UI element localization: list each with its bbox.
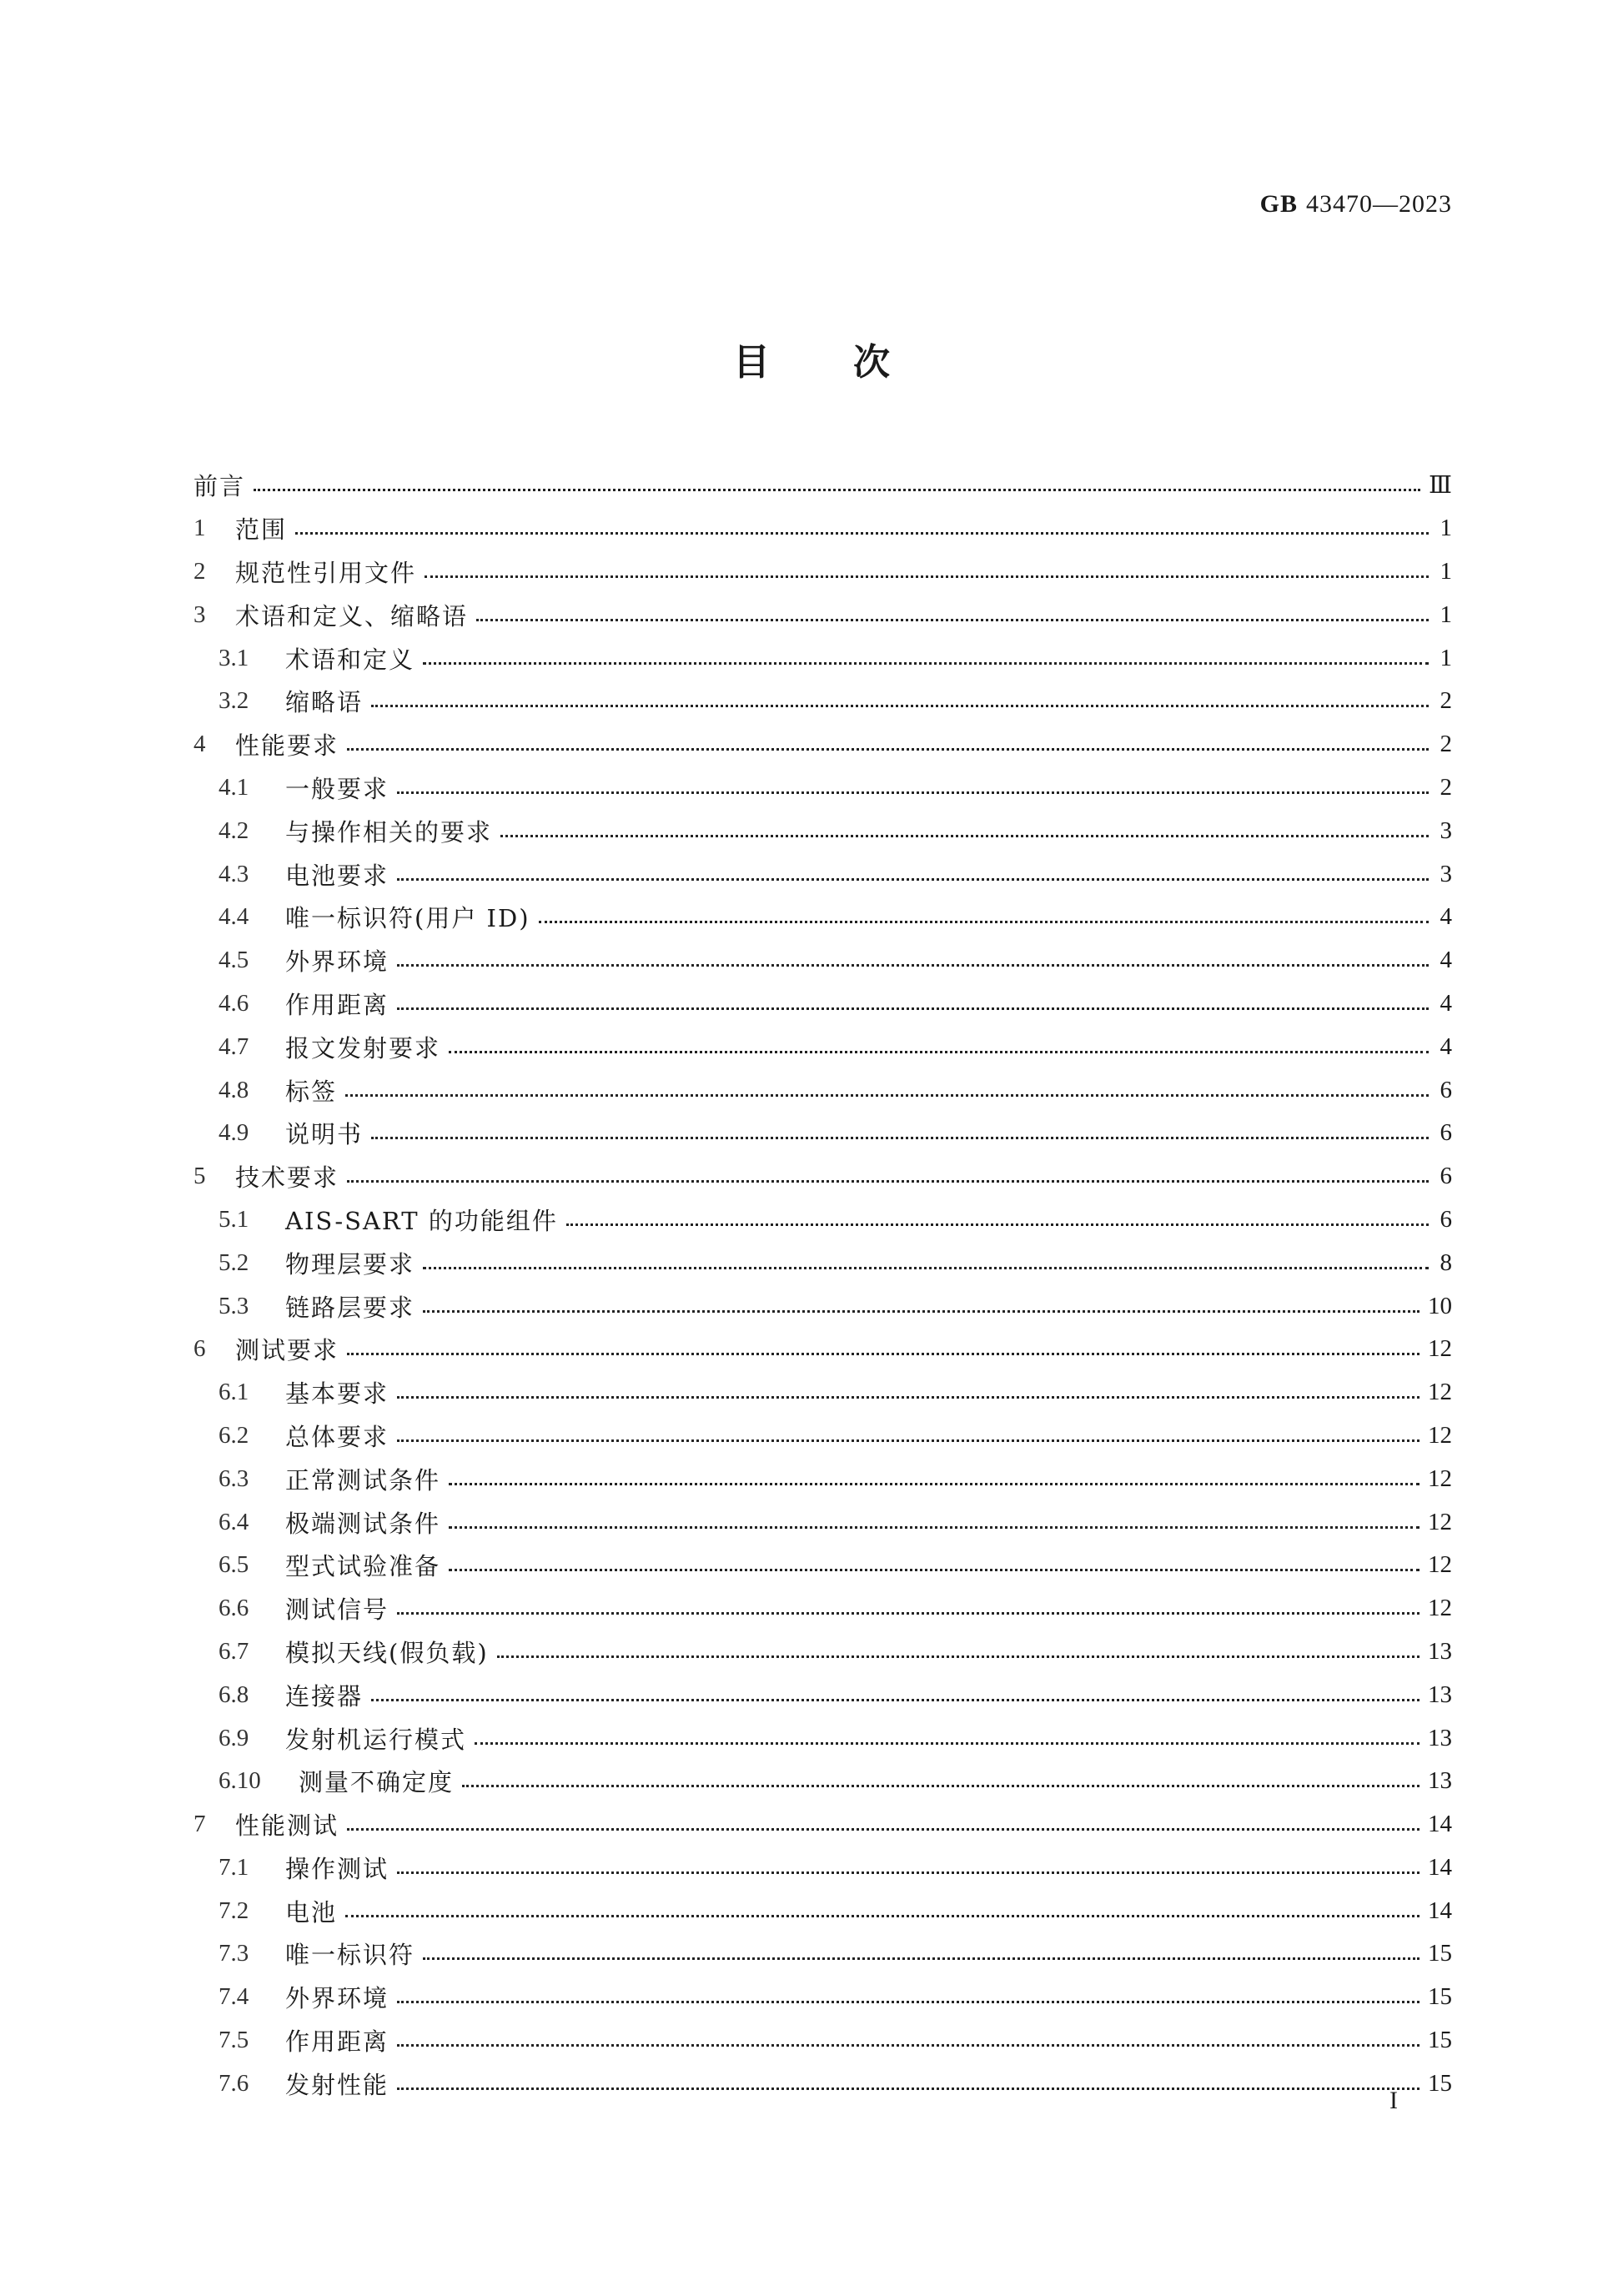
toc-entry-number: 1 bbox=[193, 515, 206, 542]
toc-entry[interactable] bbox=[193, 723, 1452, 766]
toc-entry-number: 4.1 bbox=[219, 773, 249, 801]
toc-entry-title: 前言 bbox=[193, 472, 246, 501]
toc-entry[interactable] bbox=[193, 1630, 1452, 1674]
toc-entry[interactable] bbox=[193, 1112, 1452, 1155]
toc-entry-number: 7.6 bbox=[219, 2069, 249, 2097]
toc-entry-number: 4.5 bbox=[219, 947, 249, 974]
dot-leader bbox=[423, 662, 1429, 665]
dot-leader bbox=[423, 1310, 1419, 1313]
toc-entry-page: 10 bbox=[1428, 1292, 1452, 1319]
toc-entry-number: 7.4 bbox=[219, 1983, 249, 2011]
toc-entry-number: 6 bbox=[193, 1335, 206, 1363]
toc-entry[interactable] bbox=[193, 1371, 1452, 1414]
toc-entry-title: 模拟天线(假负载) bbox=[285, 1638, 489, 1667]
toc-entry-title: 测量不确定度 bbox=[299, 1768, 455, 1797]
toc-entry-number: 5.2 bbox=[219, 1248, 249, 1276]
toc-entry-page: 13 bbox=[1428, 1767, 1452, 1795]
toc-entry-number: 4.2 bbox=[219, 816, 249, 844]
dot-leader bbox=[347, 1353, 1419, 1355]
toc-entry-number: 7.1 bbox=[219, 1853, 249, 1881]
toc-entry-page: 6 bbox=[1440, 1205, 1452, 1233]
toc-entry-number: 7 bbox=[193, 1811, 206, 1838]
toc-entry-title: 外界环境 bbox=[285, 947, 389, 977]
toc-entry-page: 15 bbox=[1428, 1940, 1452, 1967]
toc-entry-number: 4.9 bbox=[219, 1119, 249, 1147]
toc-entry[interactable] bbox=[193, 464, 1452, 507]
toc-entry[interactable] bbox=[193, 1976, 1452, 2019]
dot-leader bbox=[371, 1699, 1419, 1701]
toc-entry-title: 物理层要求 bbox=[285, 1249, 415, 1279]
toc-entry-title: 测试要求 bbox=[235, 1336, 339, 1365]
toc-entry-page: 1 bbox=[1440, 557, 1452, 585]
toc-entry-page: 3 bbox=[1440, 816, 1452, 844]
toc-entry-title: 测试信号 bbox=[285, 1595, 389, 1625]
toc-entry-page: 1 bbox=[1440, 600, 1452, 628]
toc-entry-number: 3 bbox=[193, 600, 206, 628]
toc-entry[interactable] bbox=[193, 636, 1452, 680]
toc-entry-title: 性能测试 bbox=[235, 1811, 339, 1841]
toc-entry-page: 12 bbox=[1428, 1421, 1452, 1449]
toc-entry[interactable] bbox=[193, 1500, 1452, 1544]
toc-entry-title: 与操作相关的要求 bbox=[285, 817, 493, 847]
toc-entry-page: Ⅲ bbox=[1429, 472, 1452, 500]
toc-entry-title: 术语和定义、缩略语 bbox=[235, 601, 469, 631]
toc-entry[interactable] bbox=[193, 1241, 1452, 1284]
toc-entry-page: 1 bbox=[1440, 515, 1452, 542]
dot-leader bbox=[345, 1915, 1419, 1917]
dot-leader bbox=[449, 1569, 1419, 1571]
dot-leader bbox=[397, 791, 1429, 794]
toc-entry-title: 唯一标识符(用户 ID) bbox=[285, 904, 530, 933]
toc-entry-title: 标签 bbox=[285, 1077, 338, 1106]
dot-leader bbox=[449, 1483, 1419, 1485]
toc-entry[interactable] bbox=[193, 593, 1452, 636]
dot-leader bbox=[397, 1612, 1419, 1615]
toc-entry-title: 术语和定义 bbox=[285, 645, 415, 674]
toc-entry-page: 14 bbox=[1428, 1853, 1452, 1881]
toc-entry[interactable] bbox=[193, 1889, 1452, 1932]
dot-leader bbox=[371, 705, 1429, 707]
toc-entry-page: 13 bbox=[1428, 1637, 1452, 1665]
toc-entry[interactable] bbox=[193, 2019, 1452, 2062]
toc-entry[interactable] bbox=[193, 2062, 1452, 2105]
table-of-contents bbox=[193, 464, 1452, 2105]
toc-entry-page: 6 bbox=[1440, 1076, 1452, 1103]
toc-entry-page: 15 bbox=[1428, 2069, 1452, 2097]
toc-entry-title: 作用距离 bbox=[285, 990, 389, 1019]
toc-entry[interactable] bbox=[193, 1198, 1452, 1242]
toc-entry[interactable] bbox=[193, 1760, 1452, 1803]
toc-entry-number: 5.1 bbox=[219, 1205, 249, 1233]
dot-leader bbox=[449, 1051, 1429, 1053]
toc-entry-number: 6.7 bbox=[219, 1637, 249, 1665]
toc-entry-title: 发射性能 bbox=[285, 2070, 389, 2099]
toc-entry[interactable] bbox=[193, 1544, 1452, 1587]
toc-entry-title: 作用距离 bbox=[285, 2027, 389, 2057]
toc-entry[interactable] bbox=[193, 1068, 1452, 1112]
dot-leader bbox=[347, 1180, 1429, 1183]
toc-entry-page: 13 bbox=[1428, 1681, 1452, 1708]
toc-entry-title: 报文发射要求 bbox=[285, 1033, 441, 1063]
toc-entry-number: 6.9 bbox=[219, 1724, 249, 1751]
dot-leader bbox=[295, 532, 1429, 535]
toc-entry-number: 4 bbox=[193, 731, 206, 758]
toc-entry[interactable] bbox=[193, 1803, 1452, 1846]
standard-number bbox=[1260, 190, 1452, 219]
dot-leader bbox=[397, 964, 1429, 967]
dot-leader bbox=[423, 1957, 1419, 1960]
standard-prefix: GB bbox=[1259, 190, 1298, 218]
dot-leader bbox=[423, 1267, 1429, 1269]
toc-entry[interactable] bbox=[193, 1414, 1452, 1458]
dot-leader bbox=[397, 2001, 1419, 2003]
dot-leader bbox=[397, 2088, 1419, 2090]
toc-entry[interactable] bbox=[193, 1932, 1452, 1976]
toc-entry-number: 3.1 bbox=[219, 644, 249, 671]
toc-entry[interactable] bbox=[193, 1328, 1452, 1371]
toc-entry-page: 4 bbox=[1440, 947, 1452, 974]
toc-entry[interactable] bbox=[193, 507, 1452, 550]
toc-entry-title: 唯一标识符 bbox=[285, 1941, 415, 1970]
toc-entry-number: 6.1 bbox=[219, 1379, 249, 1406]
toc-entry-title: 总体要求 bbox=[285, 1422, 389, 1451]
dot-leader bbox=[397, 2044, 1419, 2047]
dot-leader bbox=[347, 748, 1429, 751]
toc-entry-page: 6 bbox=[1440, 1119, 1452, 1147]
toc-entry-page: 12 bbox=[1428, 1508, 1452, 1535]
toc-entry[interactable] bbox=[193, 809, 1452, 852]
toc-entry-number: 6.3 bbox=[219, 1465, 249, 1492]
toc-entry-page: 2 bbox=[1440, 773, 1452, 801]
toc-entry-title: 规范性引用文件 bbox=[235, 558, 417, 587]
toc-entry[interactable] bbox=[193, 896, 1452, 939]
toc-entry-title: 发射机运行模式 bbox=[285, 1725, 467, 1754]
toc-entry-title: 正常测试条件 bbox=[285, 1465, 441, 1495]
toc-entry[interactable] bbox=[193, 766, 1452, 810]
toc-entry-number: 4.7 bbox=[219, 1032, 249, 1060]
toc-entry-title: 电池 bbox=[285, 1897, 338, 1927]
toc-entry[interactable] bbox=[193, 1846, 1452, 1890]
toc-entry-number: 6.2 bbox=[219, 1421, 249, 1449]
dot-leader bbox=[397, 1439, 1419, 1442]
toc-entry-title: 链路层要求 bbox=[285, 1293, 415, 1322]
dot-leader bbox=[397, 1871, 1419, 1874]
toc-entry-page: 2 bbox=[1440, 731, 1452, 758]
toc-entry-page: 13 bbox=[1428, 1724, 1452, 1751]
toc-entry-number: 3.2 bbox=[219, 687, 249, 715]
toc-entry-number: 6.5 bbox=[219, 1551, 249, 1579]
toc-entry[interactable] bbox=[193, 1025, 1452, 1068]
dot-leader bbox=[566, 1223, 1429, 1226]
toc-entry[interactable] bbox=[193, 1284, 1452, 1328]
toc-entry-page: 12 bbox=[1428, 1465, 1452, 1492]
toc-entry-page: 12 bbox=[1428, 1335, 1452, 1363]
toc-entry[interactable] bbox=[193, 982, 1452, 1026]
toc-entry-number: 4.8 bbox=[219, 1076, 249, 1103]
toc-entry[interactable] bbox=[193, 1673, 1452, 1716]
toc-entry-title: 性能要求 bbox=[235, 731, 339, 761]
toc-entry-page: 8 bbox=[1440, 1248, 1452, 1276]
toc-entry-title: 技术要求 bbox=[235, 1163, 339, 1193]
toc-entry-number: 7.2 bbox=[219, 1897, 249, 1924]
toc-entry-title: 型式试验准备 bbox=[285, 1552, 441, 1581]
toc-entry-number: 4.6 bbox=[219, 989, 249, 1017]
toc-entry-number: 7.3 bbox=[219, 1940, 249, 1967]
toc-entry-title: 连接器 bbox=[285, 1681, 364, 1711]
toc-entry-page: 2 bbox=[1440, 687, 1452, 715]
toc-entry-number: 6.4 bbox=[219, 1508, 249, 1535]
toc-entry-number: 6.8 bbox=[219, 1681, 249, 1708]
toc-entry-number: 5 bbox=[193, 1163, 206, 1190]
dot-leader bbox=[345, 1094, 1429, 1097]
dot-leader bbox=[539, 921, 1429, 923]
dot-leader bbox=[462, 1785, 1419, 1787]
toc-entry[interactable] bbox=[193, 1587, 1452, 1630]
toc-entry-page: 6 bbox=[1440, 1163, 1452, 1190]
toc-entry-title: 缩略语 bbox=[285, 688, 364, 717]
toc-entry-page: 3 bbox=[1440, 860, 1452, 887]
toc-entry-page: 4 bbox=[1440, 1032, 1452, 1060]
dot-leader bbox=[476, 619, 1429, 621]
toc-entry-page: 1 bbox=[1440, 644, 1452, 671]
toc-entry-title: 电池要求 bbox=[285, 861, 389, 890]
toc-entry[interactable] bbox=[193, 550, 1452, 594]
toc-entry-number: 6.6 bbox=[219, 1595, 249, 1622]
toc-entry-number: 6.10 bbox=[219, 1767, 261, 1795]
toc-entry-number: 7.5 bbox=[219, 2027, 249, 2054]
dot-leader bbox=[347, 1828, 1419, 1831]
toc-entry[interactable] bbox=[193, 680, 1452, 723]
standard-code: 43470—2023 bbox=[1306, 190, 1452, 218]
dot-leader bbox=[425, 575, 1429, 578]
toc-entry-page: 14 bbox=[1428, 1811, 1452, 1838]
toc-entry-title: 极端测试条件 bbox=[285, 1509, 441, 1538]
toc-entry-number: 4.3 bbox=[219, 860, 249, 887]
dot-leader bbox=[397, 1396, 1419, 1399]
toc-entry-title: 范围 bbox=[235, 515, 288, 545]
toc-entry-page: 4 bbox=[1440, 903, 1452, 931]
dot-leader bbox=[497, 1655, 1419, 1658]
toc-entry[interactable] bbox=[193, 1457, 1452, 1500]
dot-leader bbox=[371, 1137, 1429, 1139]
toc-entry-title: 一般要求 bbox=[285, 774, 389, 803]
dot-leader bbox=[475, 1742, 1419, 1745]
toc-entry-number: 2 bbox=[193, 557, 206, 585]
toc-entry-page: 12 bbox=[1428, 1595, 1452, 1622]
toc-entry-page: 12 bbox=[1428, 1551, 1452, 1579]
dot-leader bbox=[254, 489, 1420, 491]
toc-entry[interactable] bbox=[193, 1155, 1452, 1198]
toc-entry-title: 说明书 bbox=[285, 1120, 364, 1149]
page-title: 目次 bbox=[733, 341, 973, 384]
toc-entry-page: 4 bbox=[1440, 989, 1452, 1017]
dot-leader bbox=[397, 878, 1429, 881]
toc-entry[interactable] bbox=[193, 852, 1452, 896]
page-number: I bbox=[1389, 2087, 1398, 2114]
toc-entry[interactable] bbox=[193, 939, 1452, 982]
dot-leader bbox=[397, 1007, 1429, 1010]
toc-entry-title: 外界环境 bbox=[285, 1984, 389, 2013]
toc-entry-page: 14 bbox=[1428, 1897, 1452, 1924]
dot-leader bbox=[500, 835, 1429, 837]
toc-entry-page: 12 bbox=[1428, 1379, 1452, 1406]
toc-entry[interactable] bbox=[193, 1716, 1452, 1760]
toc-entry-page: 15 bbox=[1428, 1983, 1452, 2011]
toc-entry-title: 操作测试 bbox=[285, 1854, 389, 1883]
toc-entry-number: 4.4 bbox=[219, 903, 249, 931]
dot-leader bbox=[449, 1526, 1419, 1529]
toc-entry-title: 基本要求 bbox=[285, 1379, 389, 1409]
toc-entry-number: 5.3 bbox=[219, 1292, 249, 1319]
toc-entry-page: 15 bbox=[1428, 2027, 1452, 2054]
toc-entry-title: AIS-SART 的功能组件 bbox=[285, 1206, 558, 1235]
